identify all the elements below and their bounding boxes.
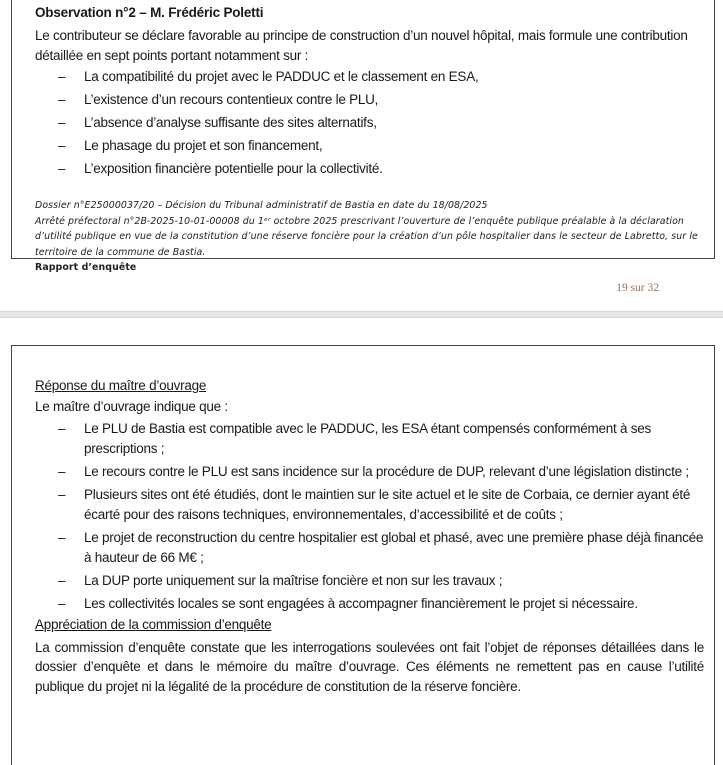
page-footer: [35, 198, 704, 276]
list-item: – Le phasage du projet et son financement,: [58, 138, 323, 153]
footer-arrete: Arrêté préfectoral n°2B-2025-10-01-00008 du 1ᵉʳ octobre 2025 prescrivant l’ouverture de l’enquête publique préalable à la déclaration d’utilité publique en vue de la constitution d’une réserve foncière pour la création d’un pôle hospitalier dans le secteur de Labretto, sur le territoire de la commune de Bastia.: [35, 215, 698, 258]
observation-title: Observation n°2 – M. Frédéric Poletti: [35, 5, 264, 20]
footer-dossier: Dossier n°E25000037/20 – Décision du Tribunal administratif de Bastia en date du 18/08/2025: [35, 200, 488, 211]
page-number: 19 sur 32: [616, 282, 659, 294]
assessment-heading: Appréciation de la commission d’enquête: [35, 616, 272, 632]
response-section: [35, 378, 704, 696]
assessment-text: La commission d’enquête constate que les interrogations soulevées ont fait l’objet de réponses détaillées dans le dossier d’enquête et dans le mémoire du maître d’ouvrage. Ces éléments ne remettent pas en cause l’utilité publique du projet ni la légalité de la procédure de constitution de la réserve foncière.: [35, 639, 704, 694]
list-item: – La DUP porte uniquement sur la maîtrise foncière et non sur les travaux ;: [58, 572, 503, 588]
list-item: – L’existence d’un recours contentieux contre le PLU,: [58, 92, 379, 107]
list-item: – Le recours contre le PLU est sans incidence sur la procédure de DUP, relevant d’une législation distincte ;: [58, 463, 689, 479]
observation-intro: Le contributeur se déclare favorable au principe de construction d’un nouvel hôpital, mais formule une contribution détaillée en sept points portant notamment sur :: [35, 28, 688, 63]
observation-section: [35, 5, 704, 182]
response-heading: Réponse du maître d’ouvrage: [35, 378, 207, 393]
list-item: – Le projet de reconstruction du centre hospitalier est global et phasé, avec une première phase déjà financée à hauteur de 66 M€ ;: [58, 529, 704, 565]
list-item: – Le PLU de Bastia est compatible avec le PADDUC, les ESA étant compensés conformément à ses prescriptions ;: [58, 420, 652, 456]
page-20-frame: [11, 345, 715, 765]
response-list: [35, 419, 704, 614]
list-item: – Les collectivités locales se sont engagées à accompagner financièrement le projet si nécessaire.: [58, 595, 638, 611]
observation-list: [35, 67, 704, 179]
list-item: – La compatibilité du projet avec le PADDUC et le classement en ESA,: [58, 69, 479, 84]
response-intro: Le maître d’ouvrage indique que :: [35, 399, 228, 414]
page-separator: [0, 311, 723, 318]
footer-report-label: Rapport d’enquête: [35, 262, 137, 273]
list-item: – L’exposition financière potentielle pour la collectivité.: [58, 161, 383, 176]
page-19-frame: [11, 0, 715, 273]
list-item: – L’absence d’analyse suffisante des sites alternatifs,: [58, 115, 377, 130]
list-item: – Plusieurs sites ont été étudiés, dont le maintien sur le site actuel et le site de Corbaia, ce dernier ayant été écarté pour des raisons techniques, environnementales, d’accessibilité et de coûts ;: [58, 486, 691, 522]
